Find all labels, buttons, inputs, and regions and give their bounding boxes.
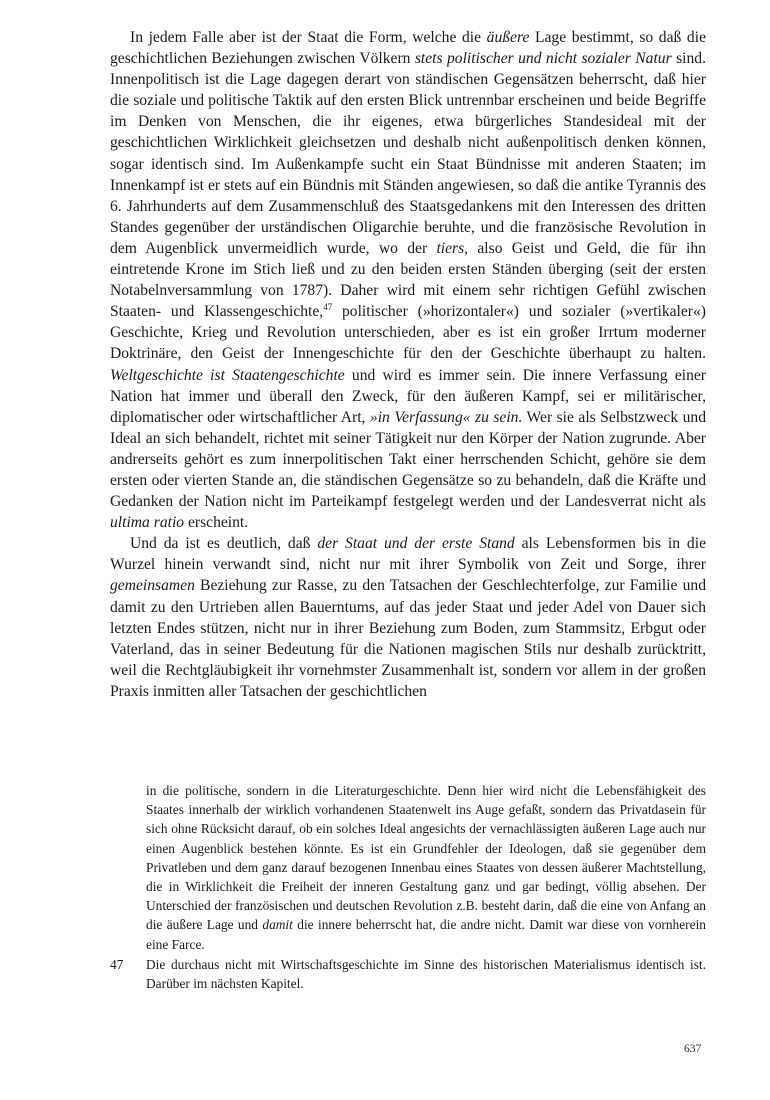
text-run: sind. Innenpolitisch ist die Lage dagegen derart von ständischen Gegensätzen beherrscht, daß hier die soziale und politische Taktik auf den ersten Blick untrennbar erscheinen und beide Begriffe im Denken von Menschen, die ihr eigenes, etwa bürgerliches Standesideal mit der geschichtlichen Wirklichkeit gleichsetzen und deshalb nicht außenpolitisch denken können, sogar identisch sind. Im Außenkampfe sucht ein Staat Bündnisse mit anderen Staaten; im Innenkampf ist er stets auf ein Bündnis mit Ständen angewiesen, so daß die antike Tyrannis des 6. Jahrhunderts auf dem Zusammenschluß des Staatsgedankens mit den Interessen des dritten Standes gegenüber der urständischen Oligarchie beruhte, und die französische Revolution in dem Augenblick unvermeidlich wurde, wo der — [110, 50, 706, 257]
footnote-text: Die durchaus nicht mit Wirtschaftsgeschichte im Sinne des historischen Materialismus identisch ist. Darüber im nächsten Kapitel. — [146, 956, 706, 992]
paragraph-1 — [110, 27, 706, 533]
text-run: in die politische, sondern in die Literaturgeschichte. Denn hier wird nicht die Lebensfähigkeit des Staates innerhalb der wirklich vorhandenen Staatenwelt ins Auge gefaßt, sondern das Privatdasein für sich ohne Rücksicht darauf, ob ein solches Ideal angesichts der vernachlässigten äußeren Lage auch nur einen Augenblick bestehen könnte. Es ist ein Grundfehler der Ideologen, daß sie gegenüber dem Privatleben und dem ganz darauf bezogenen Innenbau eines Staates von dessen äußerer Machtstellung, die in Wirklichkeit die Freiheit der inneren Gestaltung ganz und gar bedingt, völlig absehen. Der Unterschied der französischen und deutschen Revolution z.B. besteht darin, daß die eine von Anfang an die äußere Lage und — [146, 783, 706, 933]
italic-run: tiers, — [436, 239, 469, 257]
italic-run: Weltgeschichte ist Staatengeschichte — [110, 366, 345, 384]
text-run: Und da ist es deutlich, daß — [130, 535, 318, 553]
italic-run: äußere — [486, 29, 530, 46]
italic-run: der Staat und der erste Stand — [317, 535, 515, 553]
main-text — [110, 27, 706, 702]
italic-run: stets politischer und nicht sozialer Natur — [414, 50, 672, 68]
footnotes — [110, 781, 706, 993]
footnote-47 — [110, 955, 706, 993]
italic-run: gemeinsamen — [110, 577, 195, 595]
text-run: und wird es immer sein. Die innere Verfassung einer Nation hat immer und überall den Zweck, für den äußeren Kampf, sei er militärischer, diplomatischer oder wirtschaftlicher Art, — [110, 366, 706, 426]
text-run: die innere beherrscht hat, die andre nicht. Damit war diese von vornherein eine Farce. — [146, 917, 706, 952]
text-run: Beziehung zur Rasse, zu den Tatsachen der Geschlechterfolge, zur Familie und damit zu den Urtrieben allen Bauerntums, auf das jeder Staat und jeder Adel von Dauer sich letzten Endes stützen, nicht nur in ihrer Beziehung zum Boden, zum Stammsitz, Erbgut oder Vaterland, das in seiner Bedeutung für die Nationen magischen Stils nur deshalb zurücktritt, weil die Rechtgläubigkeit ihr vornehmster Zusammenhalt ist, sondern vor allem in der großen Praxis inmitten aller Tatsachen der geschichtlichen — [110, 577, 706, 700]
text-run: Lage bestimmt, so daß die geschichtlichen Beziehungen zwischen Völkern — [110, 29, 706, 68]
page-number: 637 — [684, 1043, 702, 1055]
text-run: In jedem Falle aber ist der Staat die Form, welche die — [130, 29, 487, 46]
italic-run: ultima ratio — [110, 514, 185, 532]
footnote-ref: 47 — [323, 302, 333, 313]
footnote-number: 47 — [110, 956, 124, 972]
text-run: politischer (»horizontaler«) und sozialer (»vertikaler«) Geschichte, Krieg und Revolution unterschieden, aber es ist ein großer Irrtum moderner Doktrinäre, den Geist der Innengeschichte für den der Geschichte überhaupt zu halten. — [110, 303, 706, 363]
italic-run: »in Verfassung« zu sein. — [369, 408, 523, 426]
text-run: also Geist und Geld, die für ihn eintretende Krone im Stich ließ und zu den beiden ersten Ständen überging (seit der ersten Notabelnversammlung von 1787). Daher wird mit einem sehr richtigen Gefühl zwischen Staaten- und Klassengeschichte, — [110, 239, 706, 321]
italic-run: damit — [262, 917, 293, 933]
text-run: Wer sie als Selbstzweck und Ideal an sich behandelt, richtet mit seiner Tätigkeit nur den Körper der Nation zugrunde. Aber andrerseits gehört es zum innerpolitischen Takt einer herrschenden Schicht, gehöre sie dem ersten oder vierten Stande an, die ständischen Gegensätze so zu behandeln, daß die Kräfte und Gedanken der Nation nicht im Parteikampf festgelegt werden und der Landesverrat nicht als — [110, 408, 706, 511]
footnote-continuation — [146, 781, 706, 954]
text-run: erscheint. — [184, 514, 249, 532]
text-run: als Lebensformen bis in die Wurzel hinein verwandt sind, nicht nur mit ihrer Symbolik von Zeit und Sorge, ihrer — [110, 535, 706, 574]
paragraph-2 — [110, 533, 706, 702]
